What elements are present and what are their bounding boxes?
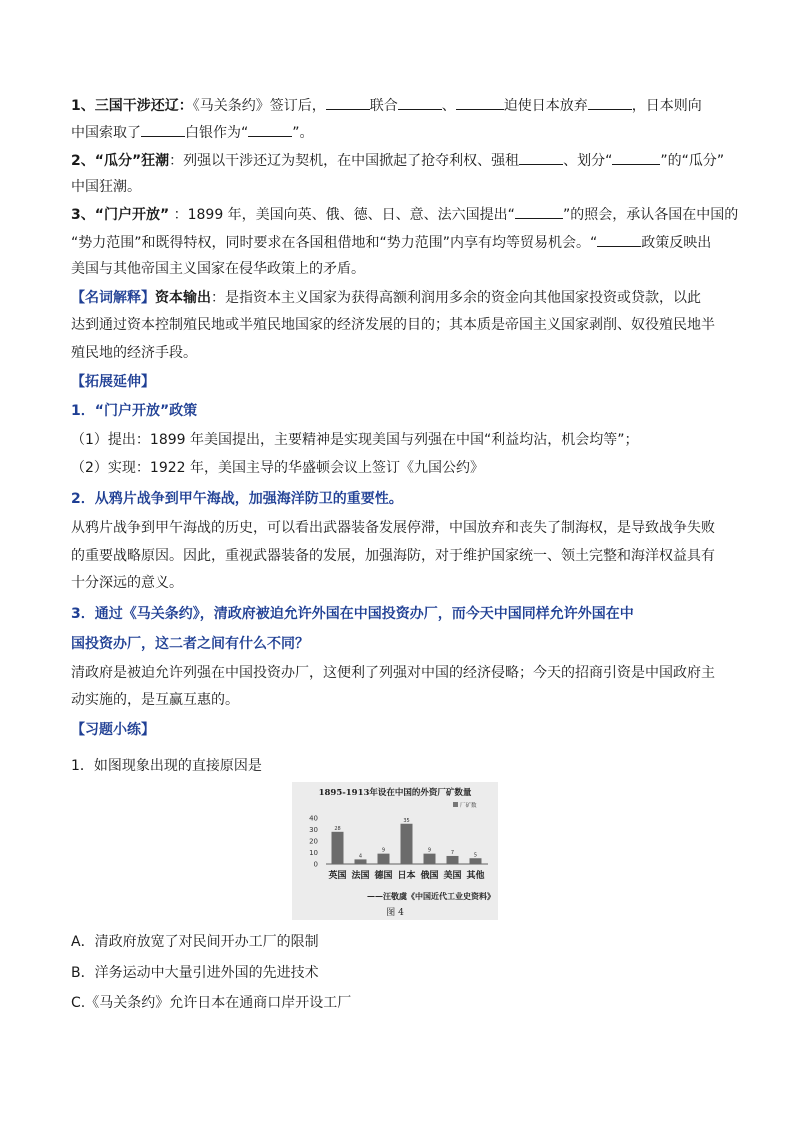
item-1-text: 联合 [369, 98, 398, 114]
extension-paragraph: （1）提出：1899 年美国提出，主要精神是实现美国与列强在中国“利益均沾，机会均等”； [71, 432, 639, 448]
term-line-3: 殖民地的经济手段。 [71, 345, 197, 361]
item-3-text: ”的照会，承认各国在中国的 [562, 207, 739, 223]
item-3-heading: 3、“门户开放” [71, 207, 170, 223]
x-tick-label: 俄国 [420, 871, 439, 881]
legend-label: 厂矿数 [460, 803, 477, 809]
bar [424, 854, 436, 864]
item-3-line-2 [71, 232, 711, 253]
term-line-2: 达到通过资本控制殖民地或半殖民地国家的经济发展的目的；其本质是帝国主义国家剥削、奴役殖民地半 [71, 317, 715, 333]
item-3-text: ：1899 年，美国向英、俄、德、日、意、法六国提出“ [169, 207, 515, 223]
option-a[interactable]: A．清政府放宽了对民间开办工厂的限制 [71, 934, 319, 950]
item-1-text: ”。 [292, 125, 314, 141]
x-tick-label: 其他 [466, 871, 485, 881]
figure-caption: 图 4 [386, 908, 404, 918]
item-3-line-1 [71, 204, 738, 225]
extension-paragraph: 的重要战略原因。因此，重视武器装备的发展，加强海防，对于维护国家统一、领土完整和海洋权益具有 [71, 548, 715, 564]
legend-swatch [453, 802, 458, 807]
item-2-text: ”的“瓜分” [660, 153, 725, 169]
practice-label: 【习题小练】 [71, 722, 155, 738]
blank [612, 150, 660, 165]
item-3-text: “势力范围”和既得特权，同时要求在各国租借地和“势力范围”内享有均等贸易机会。“ [71, 235, 598, 251]
extension-heading-1: 1．“门户开放”政策 [71, 403, 198, 419]
extension-paragraph: 从鸦片战争到甲午海战的历史，可以看出武器装备发展停滞，中国放弃和丧失了制海权，是导致战争失败 [71, 520, 715, 536]
chart-source: ——汪敬虞《中国近代工业史资料》 [367, 891, 495, 901]
x-tick-label: 美国 [443, 871, 462, 881]
bar [378, 854, 390, 864]
question-1: 1．如图现象出现的直接原因是 [71, 758, 262, 774]
bar-value-label: 35 [403, 817, 410, 824]
item-2-text: 、划分“ [563, 153, 613, 169]
y-tick-label: 10 [309, 849, 318, 857]
chart-title: 1895-1913年设在中国的外资厂矿数量 [318, 788, 472, 798]
bar-chart [292, 782, 498, 920]
item-2-heading: 2、“瓜分”狂潮 [71, 153, 170, 169]
x-tick-label: 英国 [328, 871, 347, 881]
bar-value-label: 7 [450, 849, 455, 856]
blank [597, 232, 641, 247]
extension-paragraph: 十分深远的意义。 [71, 575, 183, 591]
extension-label: 【拓展延伸】 [71, 374, 155, 390]
term-line-1 [71, 288, 701, 308]
bar [355, 859, 367, 864]
option-c[interactable]: C.《马关条约》允许日本在通商口岸开设工厂 [71, 995, 352, 1011]
item-1-text: ，日本则向 [631, 98, 702, 114]
item-2-line-1 [71, 150, 724, 171]
item-1-text: 中国索取了 [71, 125, 141, 141]
bar [401, 824, 413, 864]
blank [326, 95, 370, 110]
term-heading: 资本输出 [155, 290, 211, 306]
item-1-line-2 [71, 122, 314, 143]
blank [141, 122, 185, 137]
item-1-line-1 [71, 95, 702, 116]
bar-value-label: 28 [334, 825, 341, 832]
bar [332, 832, 344, 864]
bar-value-label: 9 [381, 847, 386, 854]
item-1-text: 白银作为“ [185, 125, 249, 141]
extension-heading-2: 2．从鸦片战争到甲午海战，加强海洋防卫的重要性。 [71, 491, 403, 507]
term-text: ：是指资本主义国家为获得高额利润用多余的资金向其他国家投资或贷款，以此 [211, 290, 701, 306]
extension-paragraph: 清政府是被迫允许列强在中国投资办厂，这便利了列强对中国的经济侵略；今天的招商引资是中国政府主 [71, 665, 715, 681]
blank [398, 95, 442, 110]
item-3-line-3: 美国与其他帝国主义国家在侵华政策上的矛盾。 [71, 261, 365, 277]
bar-value-label: 9 [427, 847, 432, 854]
item-1-heading: 1、三国干涉还辽： [71, 98, 193, 114]
item-1-text: 、 [441, 98, 456, 114]
bar-value-label: 5 [473, 852, 478, 859]
extension-heading-3: 国投资办厂，这二者之间有什么不同？ [71, 636, 309, 652]
item-2-line-2: 中国狂潮。 [71, 179, 141, 195]
item-1-text: 迫使日本放弃 [503, 98, 588, 114]
x-tick-label: 日本 [397, 871, 416, 881]
bar-value-label: 4 [358, 853, 363, 860]
y-tick-label: 0 [313, 860, 318, 869]
item-3-text: 政策反映出 [641, 235, 712, 251]
option-b[interactable]: B．洋务运动中大量引进外国的先进技术 [71, 965, 319, 981]
y-tick-label: 30 [309, 826, 318, 834]
blank [588, 95, 632, 110]
blank [248, 122, 292, 137]
y-tick-label: 40 [309, 814, 318, 823]
blank [456, 95, 504, 110]
bar [470, 858, 482, 864]
blank [515, 204, 563, 219]
blank [519, 150, 563, 165]
extension-paragraph: 动实施的，是互赢互惠的。 [71, 692, 239, 708]
extension-heading-3: 3．通过《马关条约》，清政府被迫允许外国在中国投资办厂，而今天中国同样允许外国在中 [71, 606, 634, 622]
x-tick-label: 德国 [374, 871, 393, 881]
x-tick-label: 法国 [351, 871, 370, 881]
y-tick-label: 20 [309, 837, 318, 846]
item-2-text: ：列强以干涉还辽为契机，在中国掀起了抢夺利权、强租 [169, 153, 520, 169]
extension-paragraph: （2）实现：1922 年，美国主导的华盛顿会议上签订《九国公约》 [71, 460, 484, 476]
term-label: 【名词解释】 [71, 290, 155, 306]
chart-figure [292, 782, 498, 920]
item-1-text: 《马关条约》签订后， [192, 98, 326, 114]
bar [447, 856, 459, 864]
